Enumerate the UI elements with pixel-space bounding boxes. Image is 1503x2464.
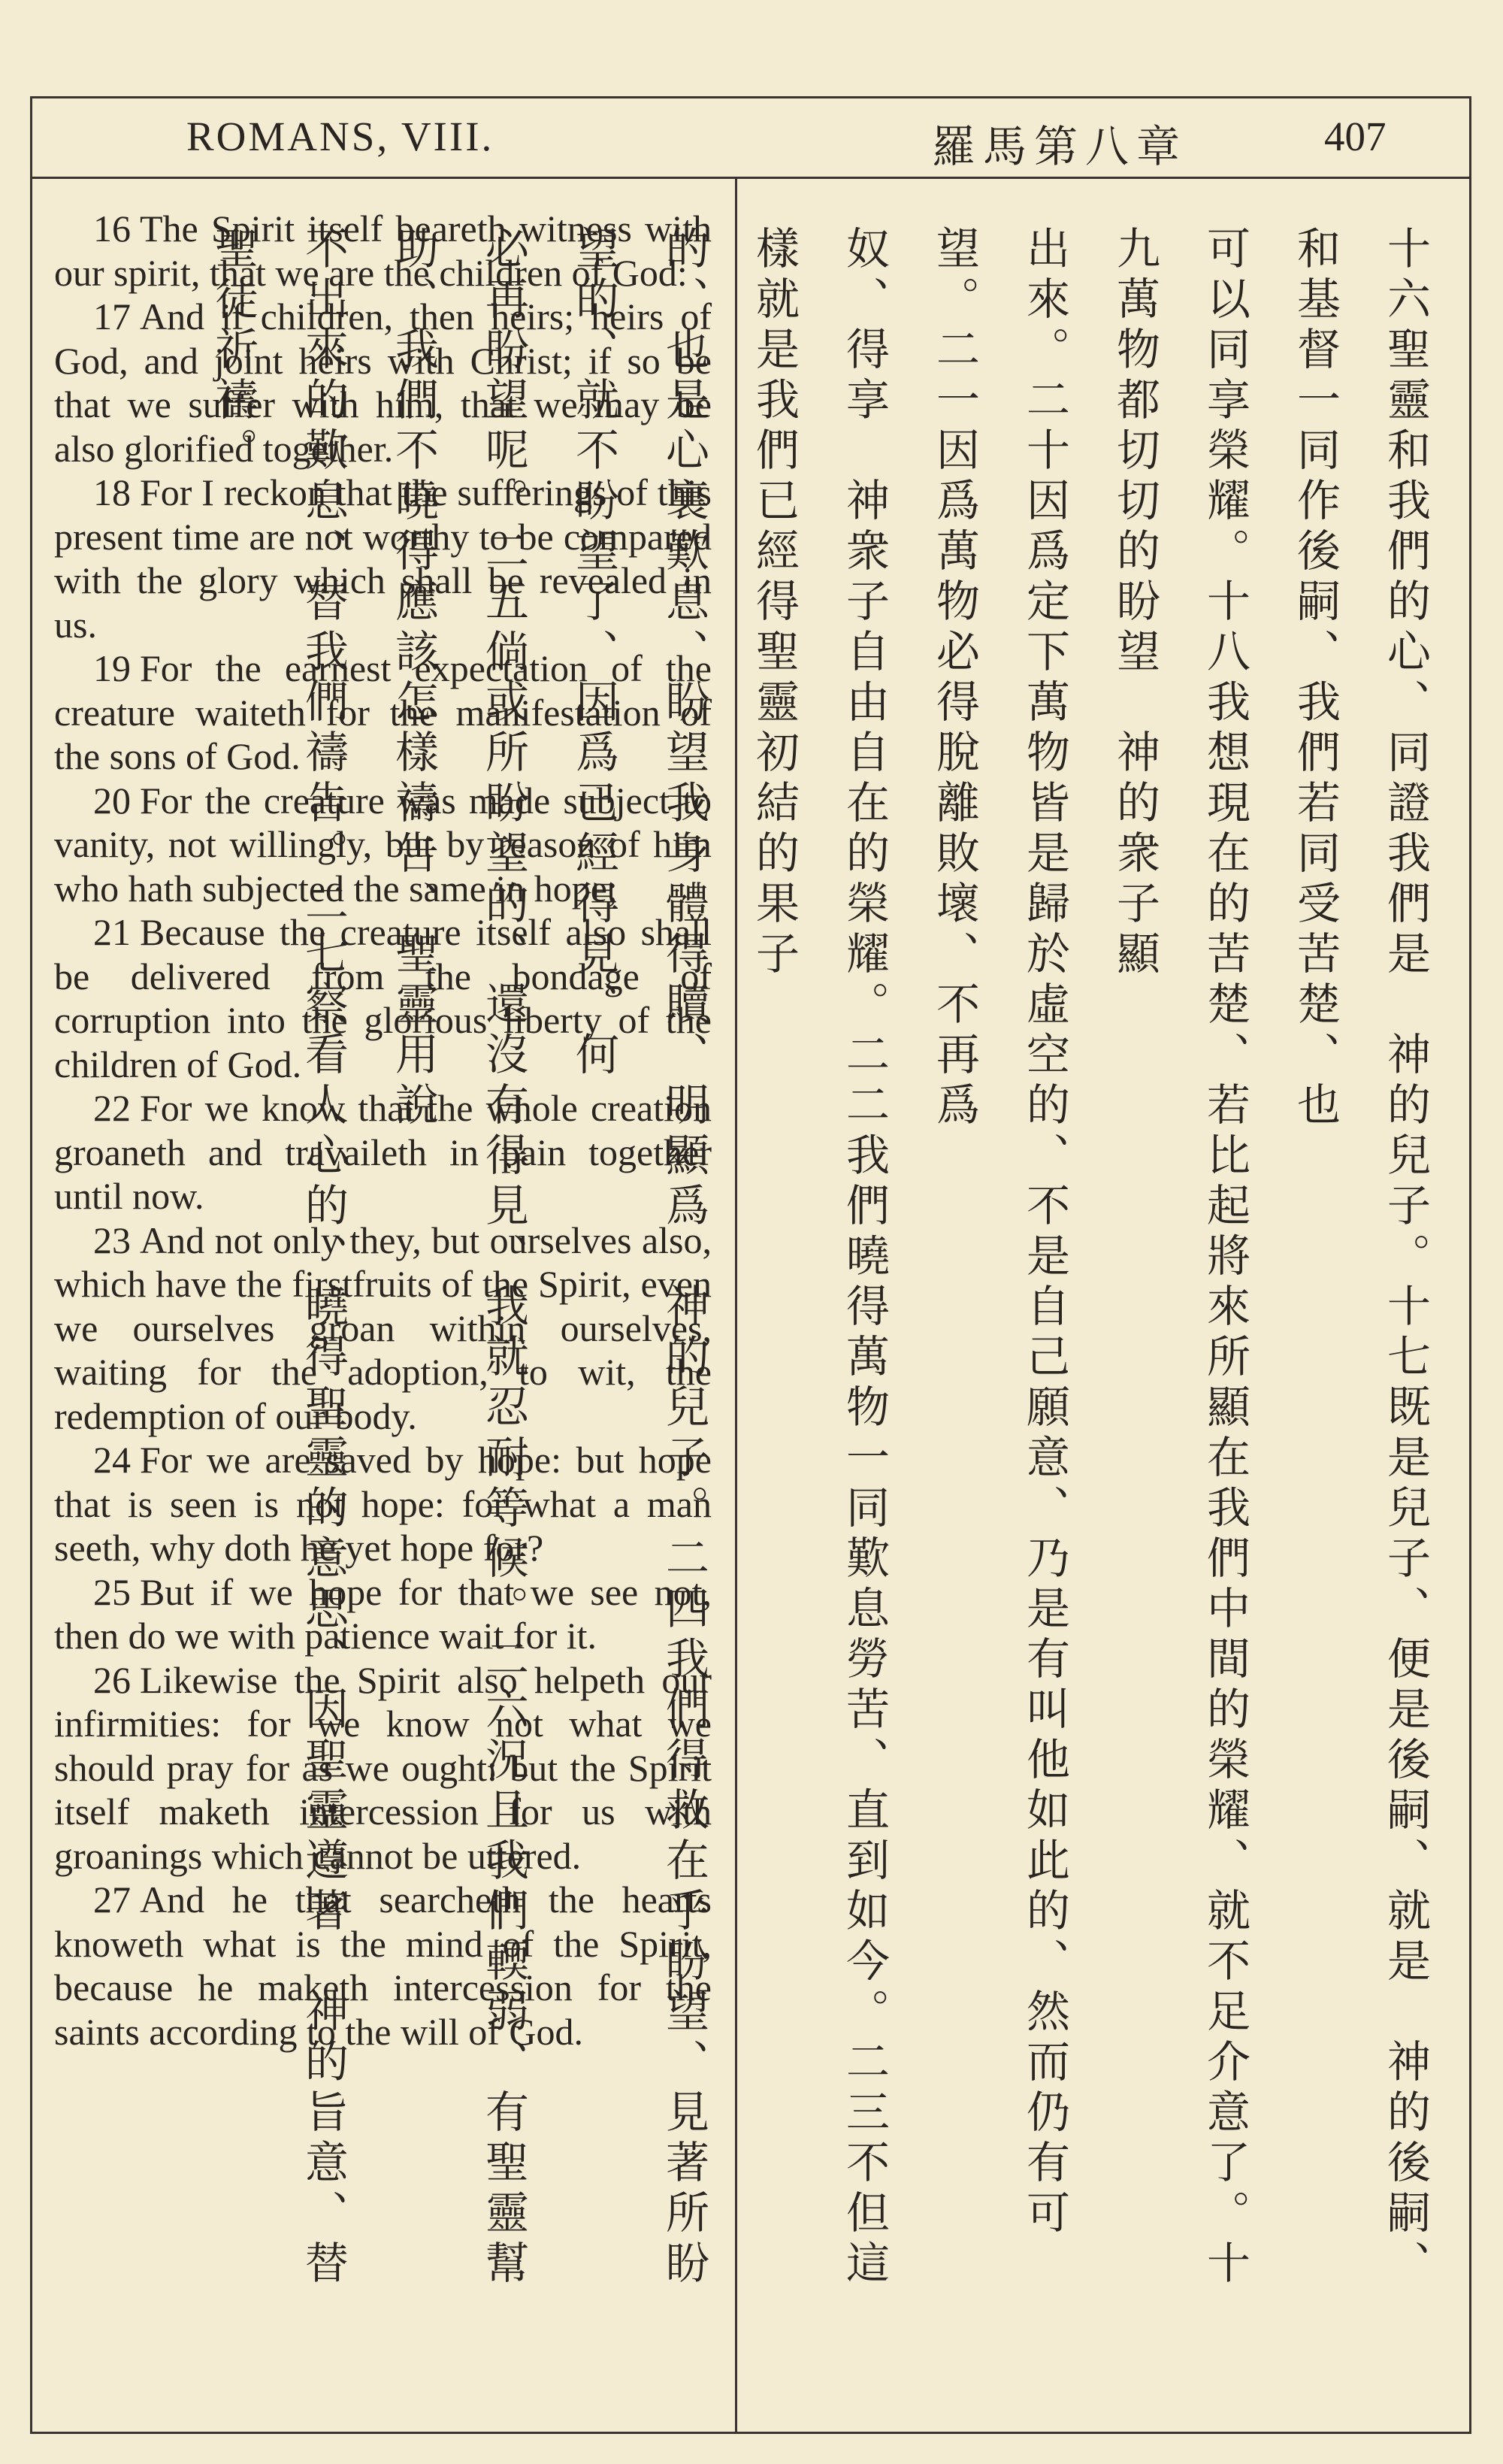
chinese-line: 出來。二十因爲定下萬物皆是歸於虛空的、不是自己願意、乃是有叫他如此的、然而仍有可望。二一因爲萬物必得脫離敗壞、不再爲	[929, 226, 1070, 2240]
chinese-line: 必再盼望呢。二五倘或所盼望的、還沒有得見、我就忍耐等候。二六況且我們輭弱、有聖靈幫助、我們不曉得應該怎樣禱告、聖靈用說	[388, 226, 529, 2290]
chinese-line: 可以同享榮耀。十八我想現在的苦楚、若比起將來所顯在我們中間的榮耀、就不足介意了。十九萬物都切切的盼望 神的衆子顯	[1109, 226, 1250, 2290]
verse-19: 19 For the earnest expectation of the creature waiteth for the manifestation of the sons of God.	[54, 647, 712, 777]
verse-17: 17 And if children, then heirs; heirs of God, and joint heirs with Christ; if so be that we suffer with him, that we may be also glorified together.	[54, 295, 712, 470]
running-head-chinese: 羅馬第八章	[932, 121, 1188, 172]
running-head-english: ROMANS, VIII.	[186, 114, 494, 159]
verse-21: 21 Because the creature itself also shall be delivered from the bondage of corruption into the glorious liberty of the children of God.	[54, 911, 712, 1085]
verse-24: 24 For we are saved by hope: but hope that is seen is not hope: for what a man seeth, why doth he yet hope for?	[54, 1439, 712, 1569]
chinese-line: 奴、得享 神衆子自由自在的榮耀。二二我們曉得萬物一同歎息勞苦、直到如今。二三不但這樣就是我們已經得聖靈初結的果子	[748, 226, 890, 2290]
verse-22: 22 For we know that the whole creation groaneth and travaileth in pain together until now.	[54, 1087, 712, 1217]
chinese-line: 不出來的歎息、替我們禱告。二七察看人心的、曉得聖靈的意思、因聖靈遵著 神的旨意、替聖徒祈禱。	[207, 226, 349, 2290]
header-rule	[30, 177, 1471, 179]
verse-16: 16 The Spirit itself beareth witness with our spirit, that we are the children of God:	[54, 207, 712, 294]
chinese-line: 十六聖靈和我們的心、同證我們是 神的兒子。十七既是兒子、便是後嗣、就是 神的後嗣、和基督一同作後嗣、我們若同受苦楚、也	[1290, 226, 1431, 2290]
verse-20: 20 For the creature was made subject to vanity, not willingly, but by reason of him who hath subjected the same in hope;	[54, 779, 712, 910]
verse-25: 25 But if we hope for that we see not, then do we with patience wait for it.	[54, 1570, 712, 1657]
verse-26: 26 Likewise the Spirit also helpeth our infirmities: for we know not what we should pray for as we ought: but the Spirit itself maketh intercession for us with groanings which cannot be uttered.	[54, 1658, 712, 1877]
verse-18: 18 For I reckon that the sufferings of this present time are not worthy to be compared with the glory which shall be revealed in us.	[54, 471, 712, 646]
verse-23: 23 And not only they, but ourselves also, which have the firstfruits of the Spirit, even we ourselves groan within ourselves, waiting for the adoption, to wit, the redemption of our body.	[54, 1218, 712, 1437]
chinese-line: 的、也是心裏歎息、盼望我身體得贖、明顯爲 神的兒子。二四我們得救在乎盼望、見著所盼望的、就不盼望了、因爲已經得見、何	[568, 226, 709, 2290]
page-number: 407	[1324, 114, 1387, 159]
verse-27: 27 And he that searcheth the hearts knoweth what is the mind of the Spirit, because he maketh intercession for the saints according to the will of God.	[54, 1878, 712, 2053]
